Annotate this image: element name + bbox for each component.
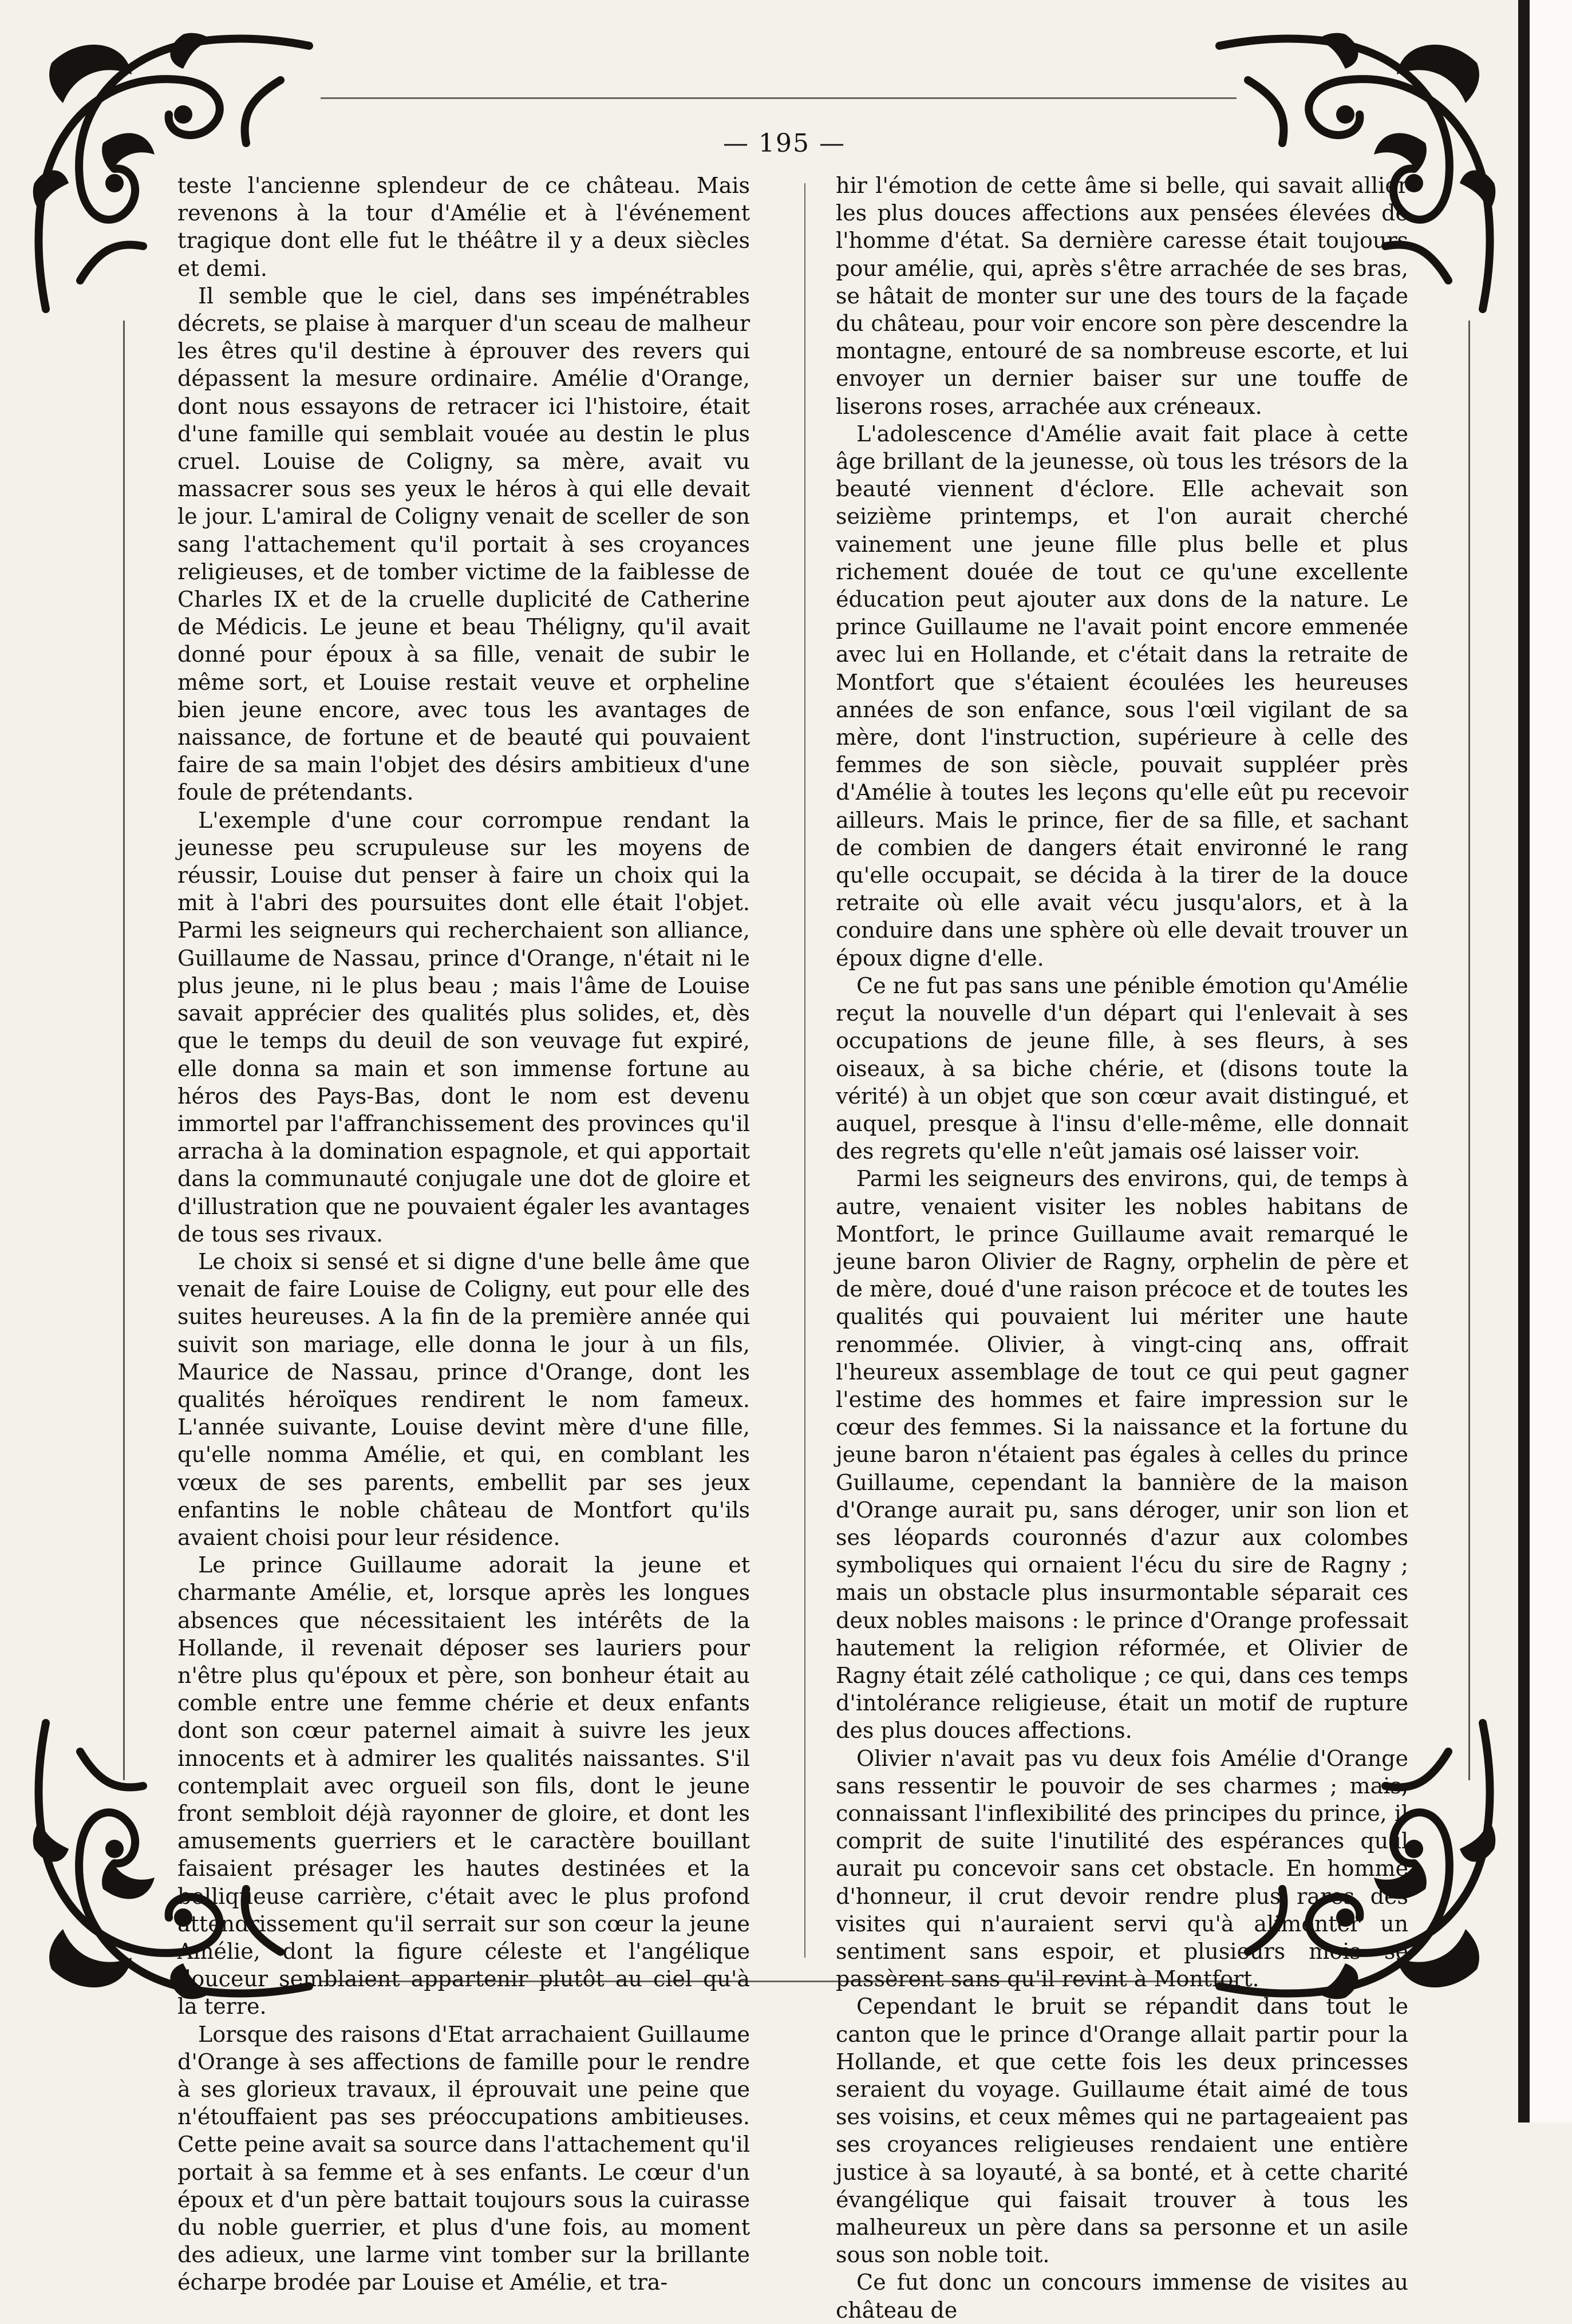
paragraph: Olivier n'avait pas vu deux fois Amélie d'Orange sans ressentir le pouvoir de ses charmes ; mais, connaissant l'inflexibilité des principes du prince, il comprit de suite l'inutilité des espérances qu'il aurait pu concevoir sans cet obstacle. En homme d'honneur, il crut devoir rendre plus rares des visites qui n'auraient servi qu'à alimenter un sentiment sans espoir, et plusieurs mois se passèrent sans qu'il revint à Montfort. xyxy=(836,1745,1408,1992)
paragraph: Lorsque des raisons d'Etat arrachaient Guillaume d'Orange à ses affections de famille pour le rendre à ses glorieux travaux, il éprouvait une peine que n'étouffaient pas ses préoccupations ambitieuses. Cette peine avait sa source dans l'attachement qu'il portait à sa femme et à ses enfants. Le cœur d'un époux et d'un père battait toujours sous la cuirasse du noble guerrier, et plus d'une fois, au moment des adieux, une larme vint tomber sur la brillante écharpe brodée par Louise et Amélie, et tra- xyxy=(177,2021,750,2295)
page-number: — 195 — xyxy=(723,129,846,158)
column-divider xyxy=(804,183,805,1958)
paragraph: teste l'ancienne splendeur de ce château. Mais revenons à la tour d'Amélie et à l'événement tragique dont elle fut le théâtre il y a deux siècles et demi. xyxy=(177,173,750,281)
paragraph: Il semble que le ciel, dans ses impénétrables décrets, se plaise à marquer d'un sceau de malheur les êtres qu'il destine à éprouver des revers qui dépassent la mesure ordinaire. Amélie d'Orange, dont nous essayons de retracer ici l'histoire, était d'une famille qui semblait vouée au destin le plus cruel. Louise de Coligny, sa mère, avait vu massacrer sous ses yeux le héros à qui elle devait le jour. L'amiral de Coligny venait de sceller de son sang l'attachement qu'il portait à ses croyances religieuses, et de tomber victime de la faiblesse de Charles IX et de la cruelle duplicité de Catherine de Médicis. Le jeune et beau Théligny, qu'il avait donné pour époux à sa fille, venait de subir le même sort, et Louise restait veuve et orpheline bien jeune encore, avec tous les avantages de naissance, de fortune et de beauté qui pouvaient faire de sa main l'objet des désirs ambitieux d'une foule de prétendants. xyxy=(177,283,750,805)
scan-margin xyxy=(1530,0,1572,2123)
right-text-column xyxy=(836,172,1408,2324)
paragraph: Cependant le bruit se répandit dans tout le canton que le prince d'Orange allait partir pour la Hollande, et que cette fois les deux princesses seraient du voyage. Guillaume était aimé de tous ses voisins, et ceux mêmes qui ne partageaient pas ses croyances religieuses rendaient une entière justice à sa loyauté, à sa bonté, et à cette charité évangélique qui faisait trouver à tous les malheureux un père dans sa personne et un asile sous son noble toit. xyxy=(836,1994,1408,2268)
paragraph: Parmi les seigneurs des environs, qui, de temps à autre, venaient visiter les nobles habitans de Montfort, le prince Guillaume avait remarqué le jeune baron Olivier de Ragny, orphelin de père et de mère, doué d'une raison précoce et de toutes les qualités qui pouvaient lui mériter une haute renommée. Olivier, à vingt-cinq ans, offrait l'heureux assemblage de tout ce qui peut gagner l'estime des hommes et faire impression sur le cœur des femmes. Si la naissance et la fortune du jeune baron n'étaient pas égales à celles du prince Guillaume, cependant la bannière de la maison d'Orange aurait pu, sans déroger, unir son lion et ses léopards couronnés d'azur aux colombes symboliques qui ornaient l'écu du sire de Ragny ; mais un obstacle plus insurmontable séparait ces deux nobles maisons : le prince d'Orange professait hautement la religion réformée, et Olivier de Ragny était zélé catholique ; ce qui, dans ces temps d'intolérance religieuse, était un motif de rupture des plus douces affections. xyxy=(836,1166,1408,1744)
left-border-rule xyxy=(123,321,125,1780)
paragraph: hir l'émotion de cette âme si belle, qui savait allier les plus douces affections aux pensées élevées de l'homme d'état. Sa dernière caresse était toujours pour amélie, qui, après s'être arrachée de ses bras, se hâtait de monter sur une des tours de la façade du château, pour voir encore son père descendre la montagne, entouré de sa nombreuse escorte, et lui envoyer un dernier baiser sur une touffe de liserons roses, arrachée aux créneaux. xyxy=(836,173,1408,419)
paragraph: Ce ne fut pas sans une pénible émotion qu'Amélie reçut la nouvelle d'un départ qui l'enlevait à ses occupations de jeune fille, à ses fleurs, à ses oiseaux, à sa biche chérie, et (disons toute la vérité) à un objet que son cœur avait distingué, et auquel, presque à l'insu d'elle-même, elle donnait des regrets qu'elle n'eût jamais osé laisser voir. xyxy=(836,973,1408,1164)
paragraph: Le prince Guillaume adorait la jeune et charmante Amélie, et, lorsque après les longues absences que nécessitaient les intérêts de la Hollande, il revenait déposer ses lauriers pour n'être plus qu'époux et père, son bonheur était au comble entre une femme chérie et deux enfants dont son cœur paternel aimait à suivre les jeux innocents et à admirer les qualités naissantes. S'il contemplait avec orgueil son fils, dont le jeune front sembloit déjà rayonner de gloire, et dont les amusements guerriers et le caractère bouillant faisaient présager les hautes destinées et la belliqueuse carrière, c'était avec le plus profond attendrissement qu'il serrait sur son cœur la jeune Amélie, dont la figure céleste et l'angélique douceur semblaient appartenir plutôt au ciel qu'à la terre. xyxy=(177,1552,750,2019)
paragraph: Le choix si sensé et si digne d'une belle âme que venait de faire Louise de Coligny, eut pour elle des suites heureuses. A la fin de la première année qui suivit son mariage, elle donna le jour à un fils, Maurice de Nassau, prince d'Orange, dont les qualités héroïques rendirent le nom fameux. L'année suivante, Louise devint mère d'une fille, qu'elle nomma Amélie, et qui, en comblant les vœux de ses parents, embellit par ses jeux enfantins le noble château de Montfort qu'ils avaient choisi pour leur résidence. xyxy=(177,1248,750,1550)
top-border-rule xyxy=(321,97,1237,99)
scan-edge-shadow xyxy=(1518,0,1530,2123)
paragraph: L'exemple d'une cour corrompue rendant la jeunesse peu scrupuleuse sur les moyens de réussir, Louise dut penser à faire un choix qui la mit à l'abri des poursuites dont elle était l'objet. Parmi les seigneurs qui recherchaient son alliance, Guillaume de Nassau, prince d'Orange, n'était ni le plus jeune, ni le plus beau ; mais l'âme de Louise savait apprécier des qualités plus solides, et, dès que le temps du deuil de son veuvage fut expiré, elle donna sa main et son immense fortune au héros des Pays-Bas, dont le nom est devenu immortel par l'affranchissement des provinces qu'il arracha à la domination espagnole, et qui apportait dans la communauté conjugale une dot de gloire et d'illustration que ne pouvaient égaler les avantages de tous ses rivaux. xyxy=(177,807,750,1247)
right-border-rule xyxy=(1468,321,1470,1780)
paragraph: L'adolescence d'Amélie avait fait place à cette âge brillant de la jeunesse, où tous les trésors de la beauté viennent d'éclore. Elle achevait son seizième printemps, et l'on aurait cherché vainement une jeune fille plus belle et plus richement douée de tout ce qu'une excellente éducation peut ajouter aux dons de la nature. Le prince Guillaume ne l'avait point encore emmenée avec lui en Hollande, et c'était dans la retraite de Montfort que s'étaient écoulées les heureuses années de son enfance, sous l'œil vigilant de sa mère, dont l'instruction, supérieure à celle des femmes de son siècle, pouvait suppléer près d'Amélie à toutes les leçons qu'elle eût pu recevoir ailleurs. Mais le prince, fier de sa fille, et sachant de combien de dangers était environné le rang qu'elle occupait, se décida à la tirer de la douce retraite où elle avait vécu jusqu'alors, et à la conduire dans une sphère où elle devait trouver un époux digne d'elle. xyxy=(836,421,1408,971)
left-text-column xyxy=(177,172,750,2297)
paragraph: Ce fut donc un concours immense de visites au château de xyxy=(836,2270,1408,2323)
